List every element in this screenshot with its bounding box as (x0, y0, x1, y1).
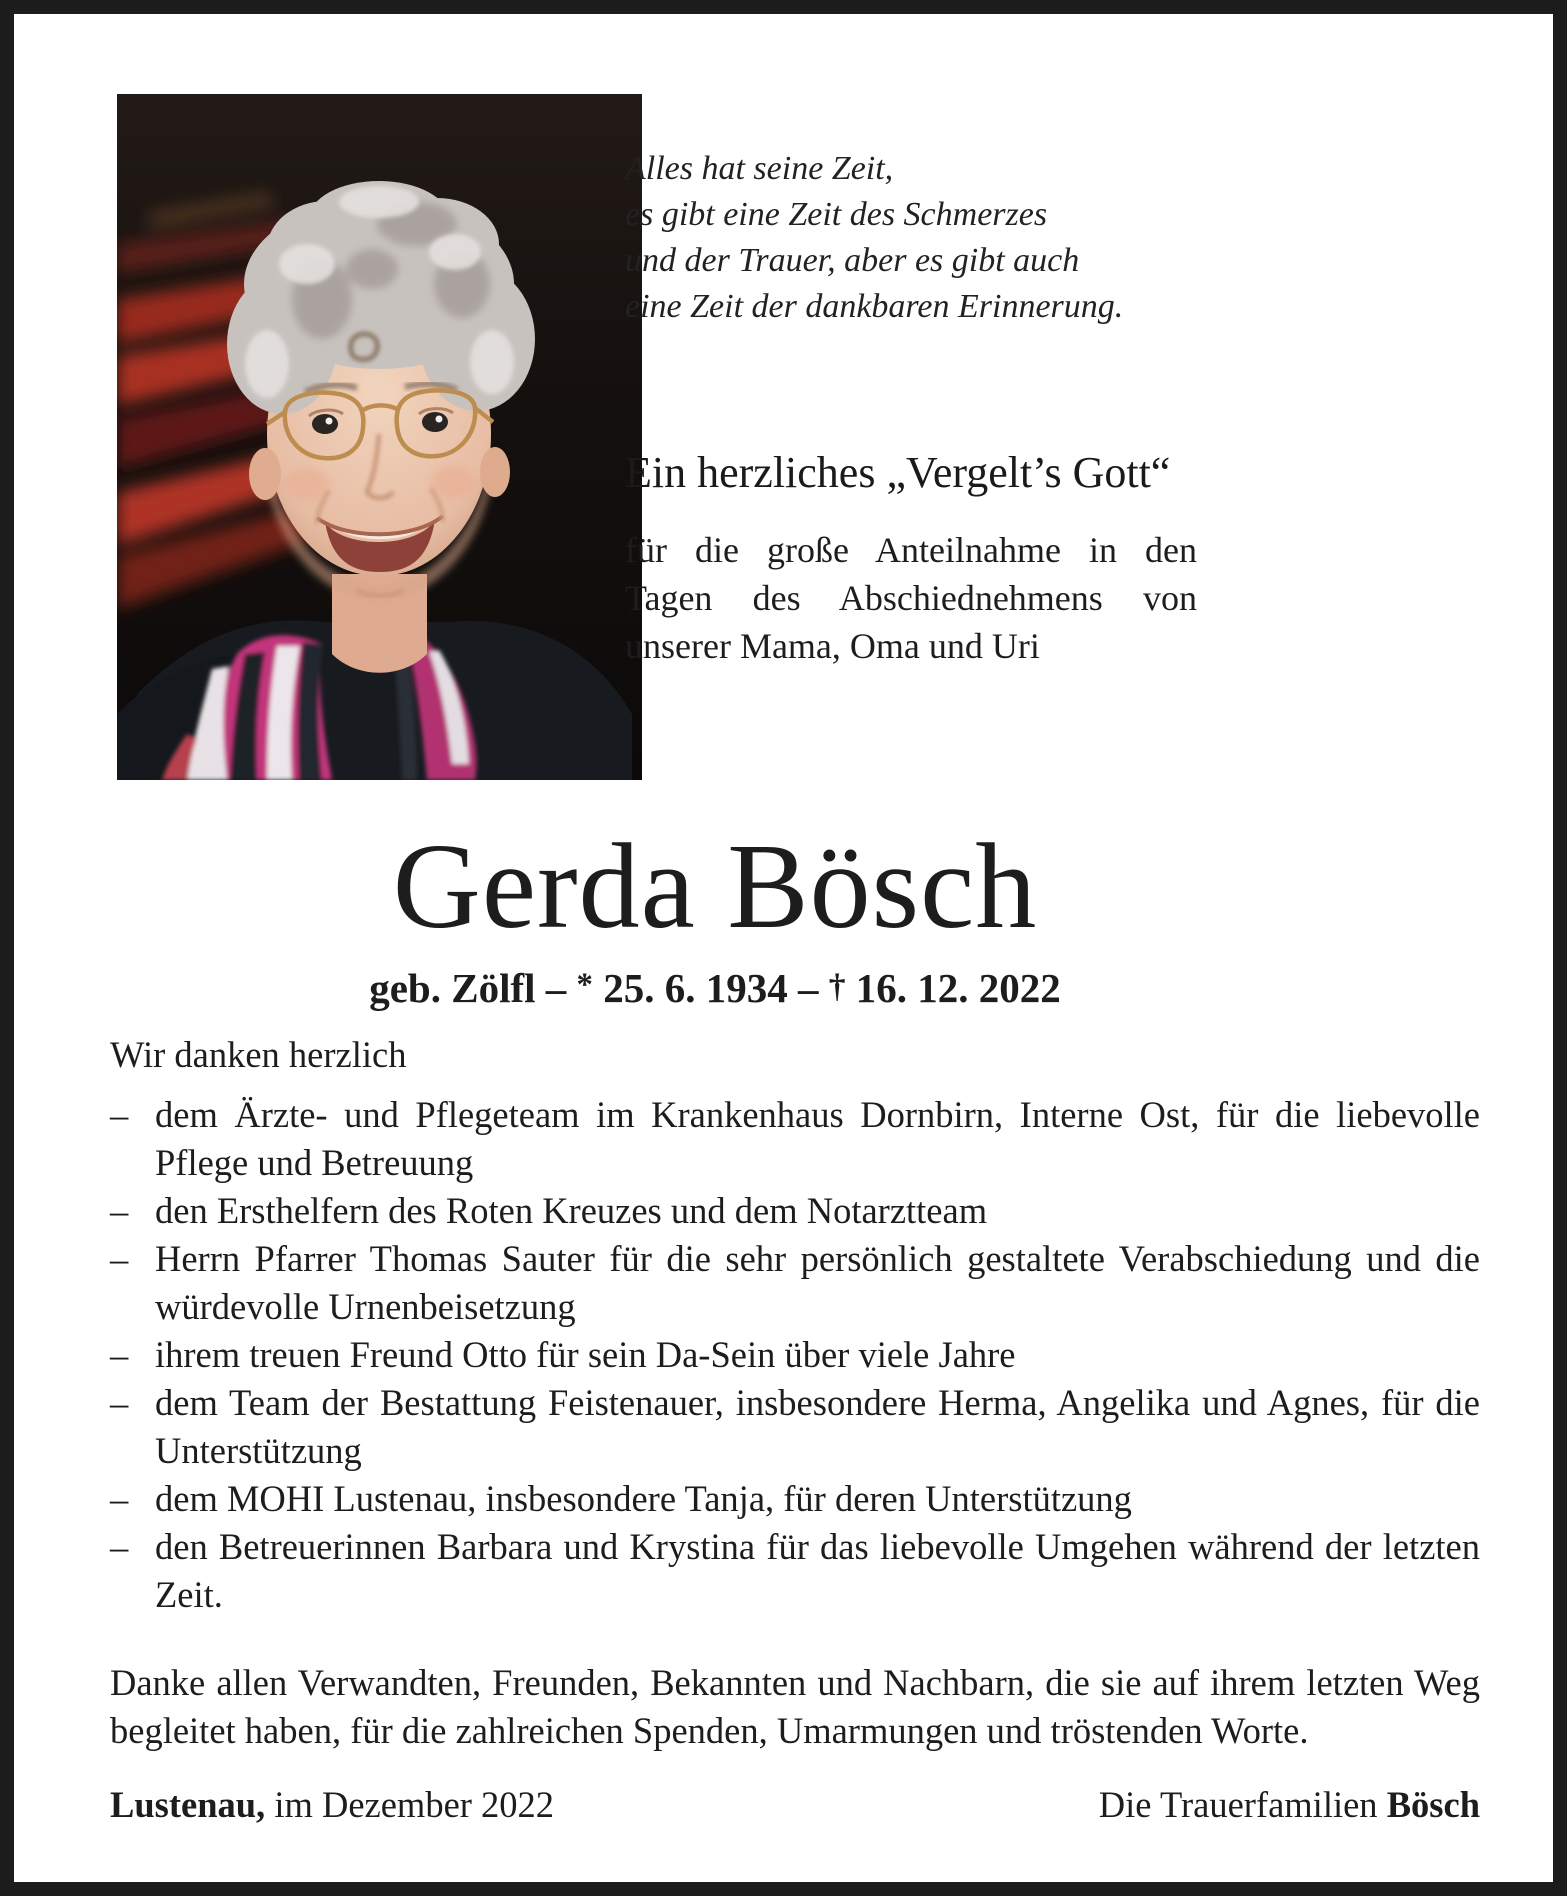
list-dash: – (110, 1238, 129, 1279)
list-dash: – (110, 1526, 129, 1567)
thanks-lead: Wir danken herzlich (110, 1034, 407, 1075)
footer-row (110, 1781, 1480, 1829)
poem-line: es gibt eine Zeit des Schmerzes (625, 196, 1048, 233)
birth-death-dates (110, 960, 1320, 1013)
memorial-poem (625, 146, 1197, 330)
name-block (110, 819, 1320, 1013)
list-item (110, 1523, 1480, 1619)
list-dash: – (110, 1190, 129, 1231)
family-prefix: Die Trauerfamilien (1098, 1784, 1387, 1825)
list-item-text: ihrem treuen Freund Otto für sein Da-Sein über viele Jahre (155, 1334, 1016, 1375)
list-item (110, 1331, 1480, 1379)
list-item-text: den Betreuerinnen Barbara und Krystina für das liebevolle Umgehen während der letzten Zeit. (155, 1526, 1480, 1615)
list-item (110, 1091, 1480, 1187)
list-item (110, 1475, 1480, 1523)
thanks-list (110, 1091, 1480, 1619)
portrait-photo (117, 94, 642, 780)
poem-line: Alles hat seine Zeit, (625, 150, 894, 187)
place-date (110, 1781, 554, 1829)
poem-line: eine Zeit der dankbaren Erinnerung. (625, 288, 1124, 325)
maiden-name: geb. Zölfl – (369, 965, 577, 1011)
deceased-name: Gerda Bösch (392, 819, 1038, 954)
list-dash: – (110, 1334, 129, 1375)
family-name: Bösch (1386, 1784, 1480, 1825)
list-item (110, 1379, 1480, 1475)
list-dash: – (110, 1094, 129, 1135)
poem-line: und der Trauer, aber es gibt auch (625, 242, 1080, 279)
right-column (625, 14, 1197, 670)
thanks-intro: für die große Anteilnahme in den Tagen des Abschiednehmens von unserer Mama, Oma und Uri (625, 530, 1197, 666)
list-dash: – (110, 1478, 129, 1519)
list-item (110, 1187, 1480, 1235)
list-dash: – (110, 1382, 129, 1423)
list-item-text: den Ersthelfern des Roten Kreuzes und dem Notarztteam (155, 1190, 988, 1231)
portrait-photo-illustration (117, 94, 642, 780)
death-date: 16. 12. 2022 (845, 965, 1061, 1011)
birth-star-symbol: * (576, 967, 593, 1003)
list-item-text: Herrn Pfarrer Thomas Sauter für die sehr persönlich gestaltete Verabschiedung und die würdevolle Urnenbeisetzung (155, 1238, 1480, 1327)
death-cross-symbol: † (828, 968, 846, 1005)
list-item-text: dem Team der Bestattung Feistenauer, insbesondere Herma, Angelika und Agnes, für die Unterstützung (155, 1382, 1480, 1471)
top-section (14, 14, 1553, 778)
birth-date: 25. 6. 1934 – (592, 965, 829, 1011)
thanks-body (110, 1031, 1480, 1829)
mourning-family (1099, 1781, 1480, 1829)
date: im Dezember 2022 (265, 1784, 555, 1825)
place: Lustenau, (110, 1784, 266, 1825)
thanks-heading: Ein herzliches „Vergelt’s Gott“ (625, 448, 1171, 497)
list-item-text: dem MOHI Lustenau, insbesondere Tanja, für deren Unterstützung (155, 1478, 1132, 1519)
list-item-text: dem Ärzte- und Pflegeteam im Krankenhaus Dornbirn, Interne Ost, für die liebevolle Pflege und Betreuung (155, 1094, 1480, 1183)
closing-paragraph: Danke allen Verwandten, Freunden, Bekannten und Nachbarn, die sie auf ihrem letzten Weg begleitet haben, für die zahlreichen Spenden, Umarmungen und tröstenden Worte. (110, 1662, 1480, 1751)
list-item (110, 1235, 1480, 1331)
